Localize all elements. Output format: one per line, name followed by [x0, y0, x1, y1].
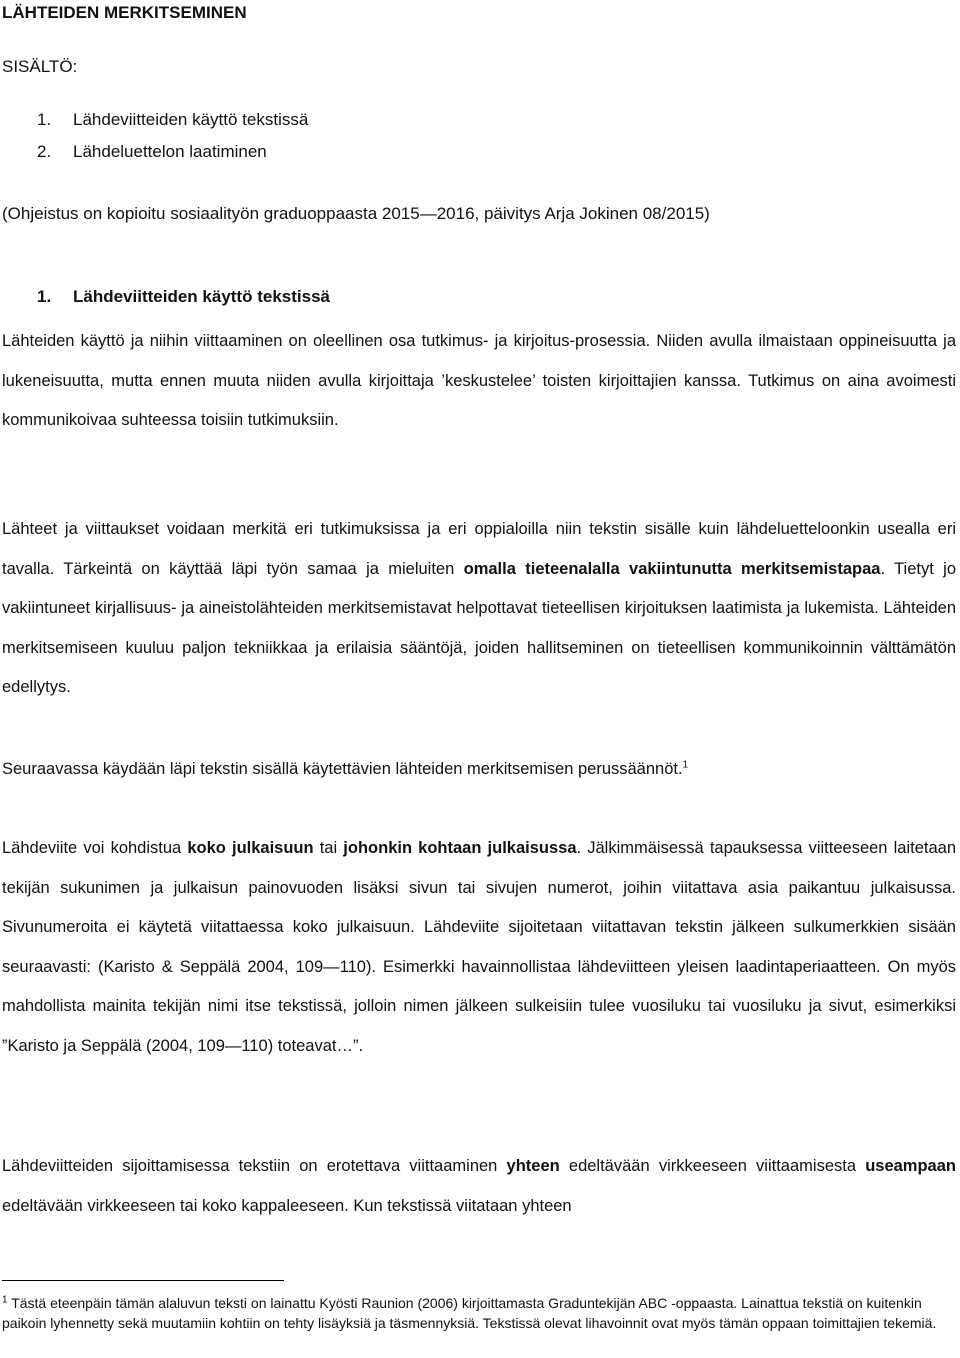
paragraph-3 — [2, 750, 956, 790]
paragraph-4-text-c: tai — [313, 839, 344, 857]
footnote-reference[interactable]: 1 — [682, 759, 689, 771]
paragraph-2-bold-1: omalla tieteenalalla vakiintunutta merkitsemistapaa — [463, 559, 881, 578]
paragraph-4-text-d: . Jälkimmäisessä tapauksessa viitteeseen laitetaan tekijän sukunimen ja julkaisun painovuoden lisäksi sivun tai sivujen numerot, joihin viitattava asia paikantuu julkaisussa. Sivunumeroita ei käytetä viitattaessa koko julkaisuun. Lähdeviite sijoitetaan viitattavan tekstin jälkeen sulkumerkkien sisään seuraavasti: (Karisto & Seppälä 2004, 109—110). Esimerkki havainnollistaa lähdeviitteen yleisen laadintaperiaatteen. On myös mahdollista mainita tekijän nimi itse tekstissä, jolloin nimen jälkeen sulkeisiin tulee vuosiluku tai vuosiluku ja sivut, esimerkiksi ”Karisto ja Seppälä (2004, 109—110) toteavat…”. — [2, 839, 956, 1055]
section-heading — [37, 287, 330, 307]
toc-item-text: Lähdeviitteiden käyttö tekstissä — [73, 110, 309, 129]
toc-item-number: 2. — [37, 142, 52, 161]
paragraph-5-text-a: Lähdeviitteiden sijoittamisessa tekstiin on erotettava viittaaminen — [2, 1157, 507, 1175]
paragraph-4-bold-1: koko julkaisuun — [187, 839, 314, 857]
paragraph-5-bold-2: useampaan — [865, 1157, 956, 1175]
footnote-text: Tästä eteenpäin tämän alaluvun teksti on lainattu Kyösti Raunion (2006) kirjoittamasta Graduntekijän ABC -oppaasta. Lainattua tekstiä on kuitenkin paikoin lyhennetty sekä muutamiin kohtiin on tehty lisäyksiä ja täsmennyksiä. Tekstissä olevat lihavoinnit ovat myös tämän oppaan toimittajien tekemiä. — [2, 1295, 937, 1331]
paragraph-5 — [2, 1147, 956, 1226]
section-number: 1. — [37, 287, 52, 306]
paragraph-4-bold-2: johonkin kohtaan julkaisussa — [343, 839, 577, 857]
document-title: LÄHTEIDEN MERKITSEMINEN — [2, 3, 247, 22]
table-of-contents — [37, 110, 308, 174]
paragraph-2-text-c: . Tietyt jo vakiintuneet kirjallisuus- ja aineistolähteiden merkitsemistavat helpottavat tieteellisen kirjoituksen laatimista ja lukemista. Lähteiden merkitsemiseen kuuluu paljon tekniikkaa ja erilaisia sääntöjä, joiden hallitseminen on tieteellisen kommunikoinnin välttämätön edellytys. — [2, 559, 956, 696]
paragraph-2 — [2, 510, 956, 708]
paragraph-3-text: Seuraavassa käydään läpi tekstin sisällä käytettävien lähteiden merkitsemisen perussäännöt. — [2, 760, 683, 778]
paragraph-2-text-a: Lähteet ja viittaukset voidaan merkitä eri tutkimuksissa ja eri oppialoilla niin tekstin sisälle kuin lähdeluetteloonkin usealla eri tavalla. Tärkeintä on käyttää läpi työn samaa ja mieluiten — [2, 520, 956, 578]
toc-item-text: Lähdeluettelon laatiminen — [73, 142, 267, 161]
toc-item — [37, 142, 308, 174]
toc-label: SISÄLTÖ: — [2, 57, 78, 76]
footnote-divider — [2, 1280, 284, 1281]
paragraph-5-bold-1: yhteen — [506, 1157, 560, 1175]
paragraph-4-text-a: Lähdeviite voi kohdistua — [2, 839, 188, 857]
footnote — [2, 1294, 952, 1333]
source-note: (Ohjeistus on kopioitu sosiaalityön graduoppaasta 2015—2016, päivitys Arja Jokinen 08/2015) — [2, 204, 710, 223]
footnote-number: 1 — [2, 1294, 8, 1306]
section-title: Lähdeviitteiden käyttö tekstissä — [73, 287, 330, 306]
paragraph-5-text-d: edeltävään virkkeeseen tai koko kappaleeseen. Kun tekstissä viitataan yhteen — [2, 1196, 572, 1215]
paragraph-1: Lähteiden käyttö ja niihin viittaaminen on oleellinen osa tutkimus- ja kirjoitus-prosessia. Niiden avulla ilmaistaan oppineisuutta ja lukeneisuutta, mutta ennen muuta niiden avulla kirjoittaja ’keskustelee’ toisten kirjoittajien kanssa. Tutkimus on aina avoimesti kommunikoivaa suhteessa toisiin tutkimuksiin. — [2, 332, 956, 429]
toc-item-number: 1. — [37, 110, 52, 129]
toc-item — [37, 110, 308, 142]
paragraph-4 — [2, 829, 956, 1066]
paragraph-5-text-c: edeltävään virkkeeseen viittaamisesta — [559, 1157, 866, 1175]
